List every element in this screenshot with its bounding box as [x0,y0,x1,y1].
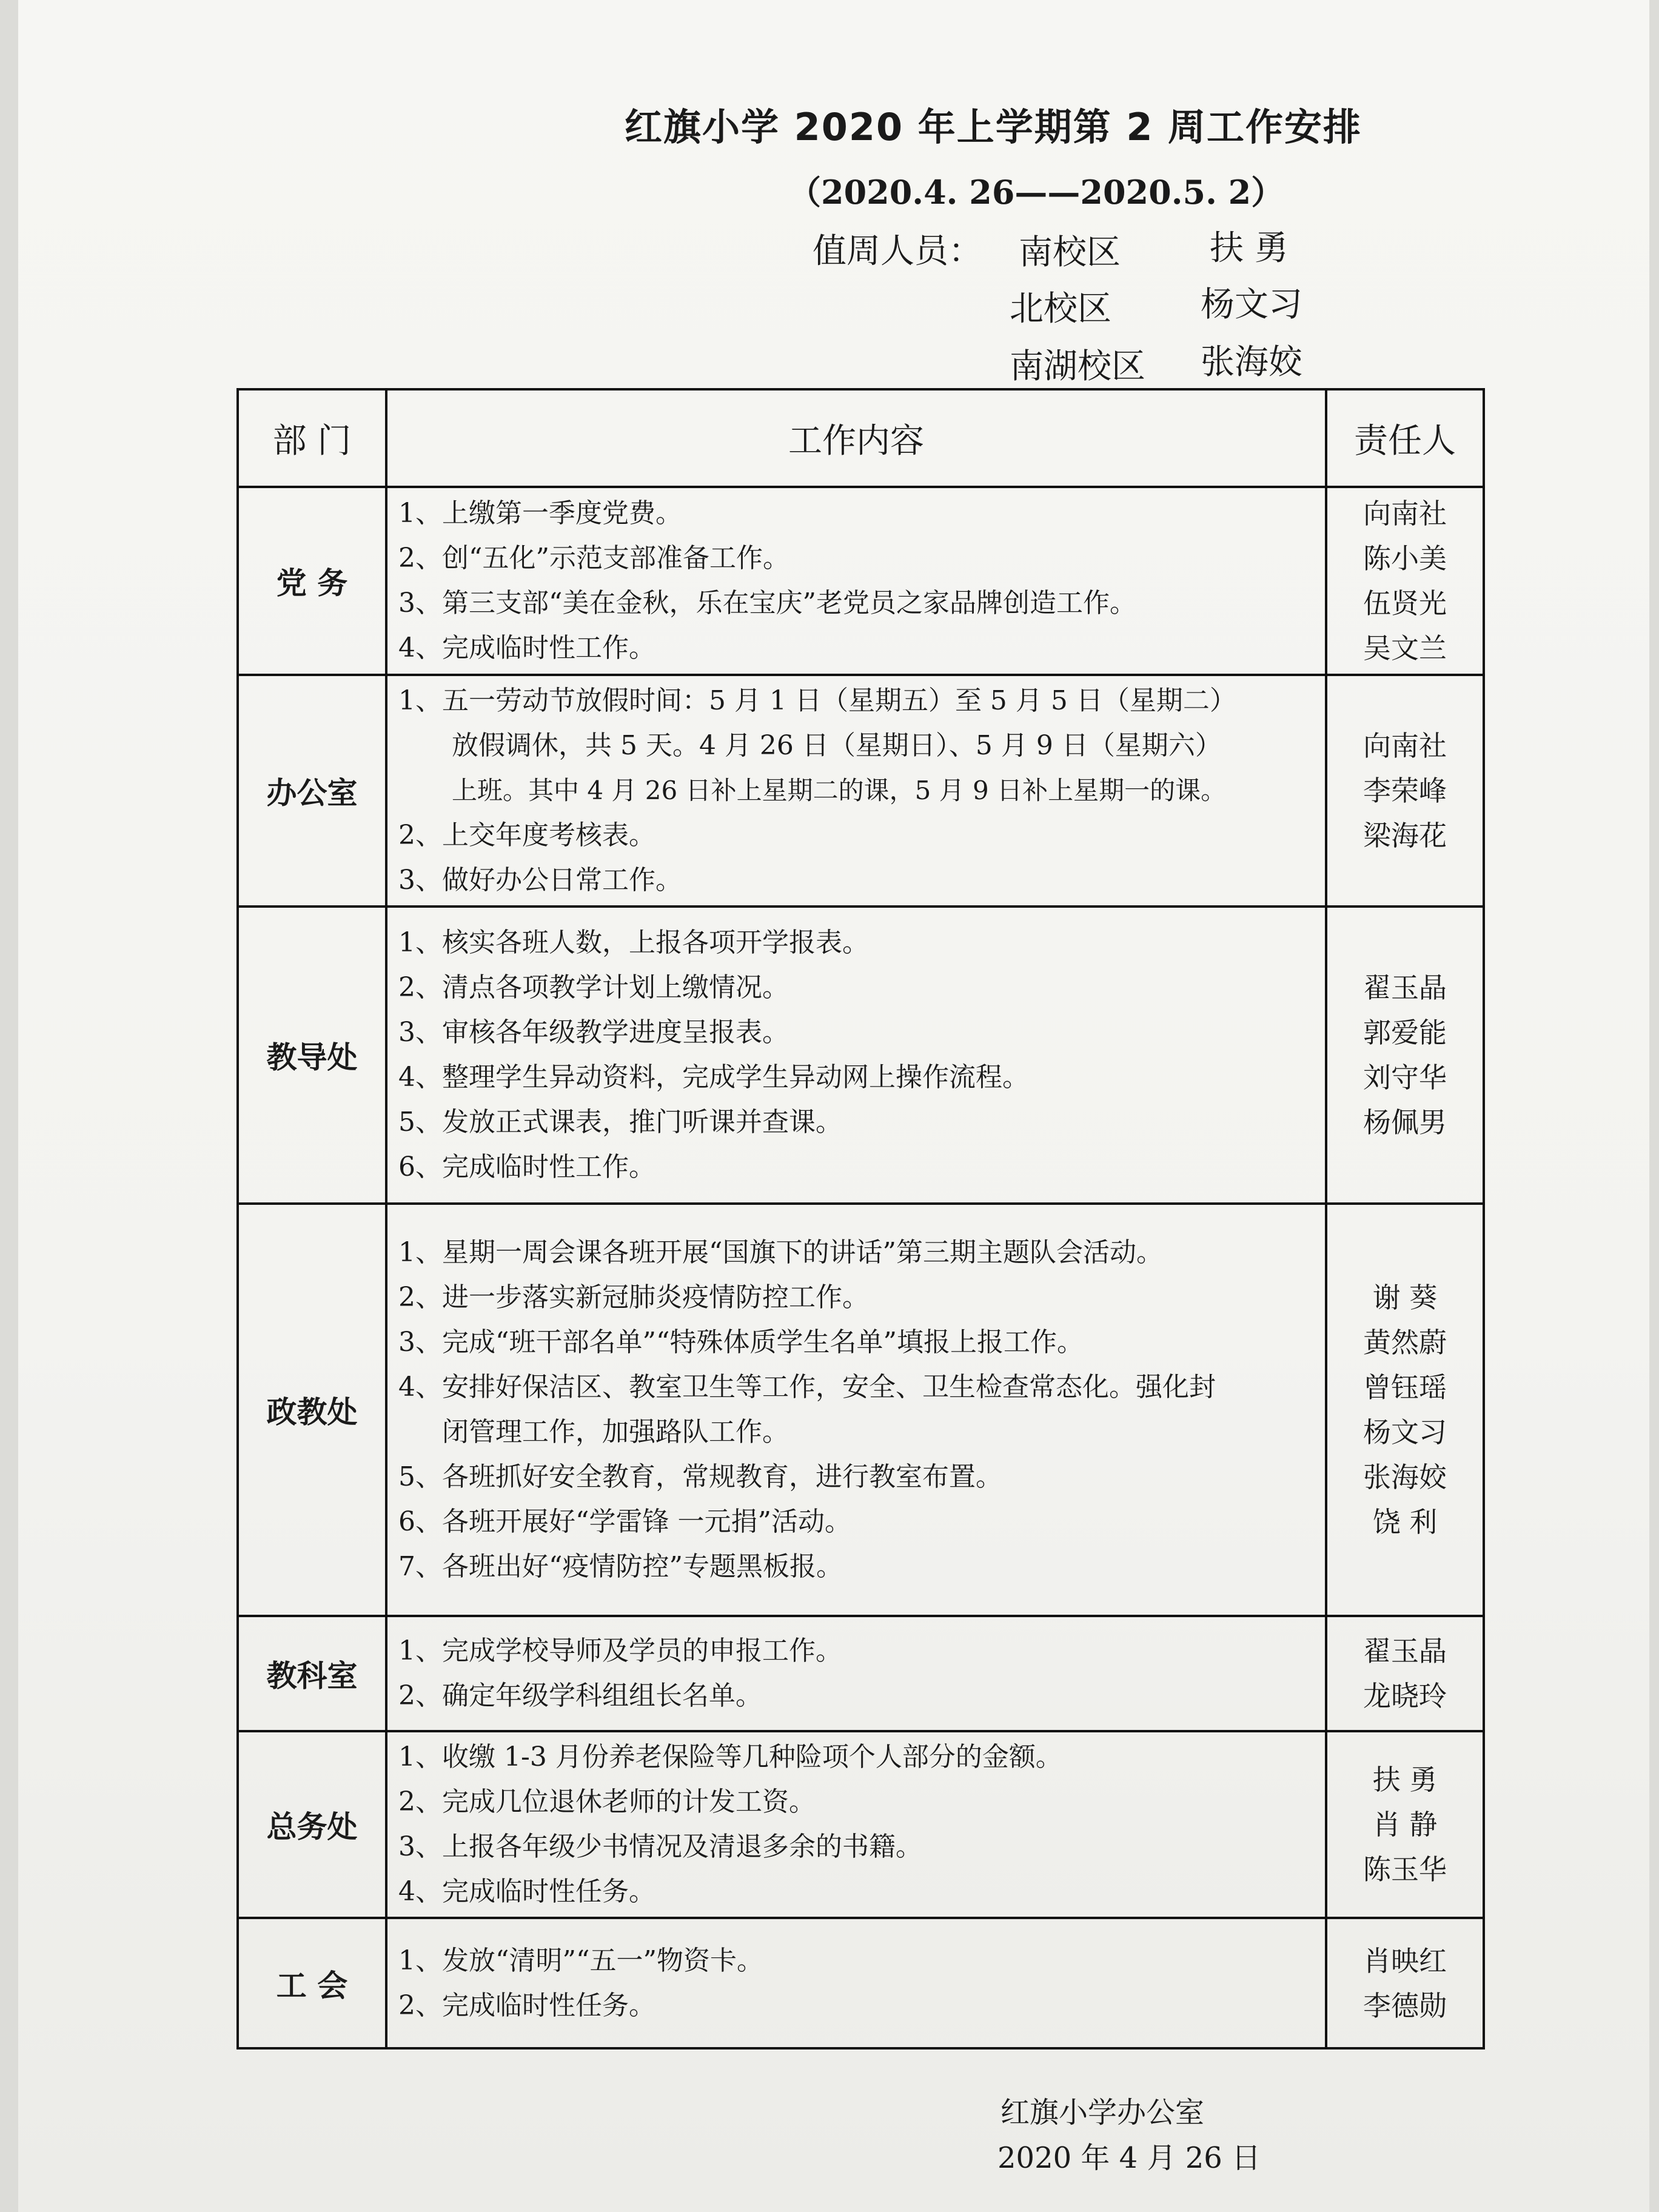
work-item: 2、上交年度考核表。 [398,820,655,851]
dept-cell: 教导处 [238,907,386,1204]
header-work: 工作内容 [386,389,1326,487]
work-item: 7、各班出好“疫情防控”专题黑板报。 [398,1551,843,1582]
table-row [238,1204,1484,1616]
dept-cell: 教科室 [238,1616,386,1731]
work-item: 3、上报各年级少书情况及清退多余的书籍。 [398,1831,922,1862]
table-row [238,675,1484,907]
owner-name: 龙晓玲 [1363,1680,1447,1712]
owner-name: 杨文习 [1363,1416,1447,1449]
owner-name: 李德勋 [1363,1989,1447,2022]
owner-name: 向南社 [1363,729,1447,762]
work-item: 4、整理学生异动资料，完成学生异动网上操作流程。 [398,1062,1029,1093]
owner-cell [1326,907,1484,1204]
table-row [238,487,1484,675]
duty-person-nanhu: 张海姣 [1201,343,1302,382]
work-item: 1、星期一周会课各班开展“国旗下的讲话”第三期主题队会活动。 [398,1237,1163,1268]
work-cell [386,907,1326,1204]
dept-cell: 党 务 [238,487,386,675]
work-item-continued: 上班。其中 4 月 26 日补上星期二的课，5 月 9 日补上星期一的课。 [452,776,1227,805]
document-title: 红旗小学 2020 年上学期第 2 周工作安排 [625,105,1362,149]
owner-name: 谢 葵 [1372,1281,1438,1314]
duty-campus-north: 北校区 [1010,289,1111,329]
owner-name: 向南社 [1363,497,1447,530]
work-item: 2、进一步落实新冠肺炎疫情防控工作。 [398,1282,869,1313]
owner-cell [1326,1616,1484,1731]
work-item: 3、完成“班干部名单”“特殊体质学生名单”填报上报工作。 [398,1327,1084,1358]
work-item: 1、核实各班人数，上报各项开学报表。 [398,927,869,958]
duty-person-north: 杨文习 [1201,285,1302,324]
work-item-continued: 闭管理工作，加强路队工作。 [442,1416,789,1447]
owner-name: 郭爱能 [1363,1016,1447,1049]
owner-name: 扶 勇 [1372,1763,1438,1796]
owner-name: 李荣峰 [1363,774,1447,807]
dept-cell: 工 会 [238,1918,386,2048]
work-item: 2、完成临时性任务。 [398,1989,655,2021]
work-schedule-table [236,388,1485,2049]
work-cell [386,1616,1326,1731]
work-item: 2、确定年级学科组组长名单。 [398,1680,762,1711]
dept-cell: 办公室 [238,675,386,907]
work-cell [386,1918,1326,2048]
owner-cell [1326,675,1484,907]
work-item: 3、第三支部“美在金秋，乐在宝庆”老党员之家品牌创造工作。 [398,588,1136,618]
footer-organization: 红旗小学办公室 [1000,2096,1205,2130]
owner-name: 肖 静 [1372,1808,1438,1841]
work-item: 6、完成临时性工作。 [398,1151,655,1182]
table-header-row [238,389,1484,487]
owner-name: 梁海花 [1363,819,1447,852]
table-row [238,1616,1484,1731]
dept-cell: 总务处 [238,1731,386,1918]
owner-name: 刘守华 [1363,1061,1447,1094]
owner-name: 吴文兰 [1363,632,1447,665]
table-row [238,907,1484,1204]
duty-label: 值周人员： [813,232,982,271]
owner-name: 翟玉晶 [1363,1635,1447,1667]
work-item: 2、完成几位退休老师的计发工资。 [398,1786,816,1817]
work-cell [386,1204,1326,1616]
work-item: 3、审核各年级教学进度呈报表。 [398,1017,789,1048]
work-item: 1、完成学校导师及学员的申报工作。 [398,1635,842,1666]
duty-person-south: 扶 勇 [1210,229,1289,268]
owner-name: 曾钰瑶 [1363,1371,1447,1404]
table-row [238,1918,1484,2048]
owner-cell [1326,1731,1484,1918]
paper-sheet [18,0,1649,2212]
owner-name: 杨佩男 [1363,1106,1447,1139]
work-item: 1、五一劳动节放假时间：5 月 1 日（星期五）至 5 月 5 日（星期二） [398,685,1236,716]
work-item: 1、上缴第一季度党费。 [398,498,682,529]
header-owner: 责任人 [1326,389,1484,487]
work-cell [386,1731,1326,1918]
owner-name: 饶 利 [1372,1506,1438,1538]
date-range: （2020.4. 26——2020.5. 2） [788,173,1284,212]
work-item: 1、发放“清明”“五一”物资卡。 [398,1945,763,1976]
owner-cell [1326,1204,1484,1616]
work-item: 4、安排好保洁区、教室卫生等工作，安全、卫生检查常态化。强化封 [398,1372,1216,1403]
owner-name: 翟玉晶 [1363,971,1447,1004]
duty-campus-nanhu: 南湖校区 [1010,347,1145,386]
header-dept: 部 门 [238,389,386,487]
work-item: 5、发放正式课表，推门听课并查课。 [398,1107,842,1138]
work-item: 5、各班抓好安全教育，常规教育，进行教室布置。 [398,1461,1002,1492]
work-item-continued: 放假调休，共 5 天。4 月 26 日（星期日）、5 月 9 日（星期六） [452,730,1222,761]
work-item: 1、收缴 1-3 月份养老保险等几种险项个人部分的金额。 [398,1741,1062,1772]
owner-name: 伍贤光 [1363,587,1447,620]
table-row [238,1731,1484,1918]
work-item: 4、完成临时性任务。 [398,1876,655,1907]
owner-name: 张海姣 [1363,1461,1447,1493]
duty-campus-south: 南校区 [1019,233,1121,272]
work-item: 2、清点各项教学计划上缴情况。 [398,972,789,1003]
owner-name: 肖映红 [1363,1944,1447,1977]
work-item: 3、做好办公日常工作。 [398,865,682,896]
owner-cell [1326,1918,1484,2048]
work-item: 2、创“五化”示范支部准备工作。 [398,543,789,574]
owner-cell [1326,487,1484,675]
owner-name: 陈玉华 [1363,1853,1447,1886]
footer-date: 2020 年 4 月 26 日 [997,2141,1261,2175]
owner-name: 陈小美 [1363,542,1447,575]
work-item: 6、各班开展好“学雷锋 一元捐”活动。 [398,1506,851,1537]
work-item: 4、完成临时性工作。 [398,632,655,663]
dept-cell: 政教处 [238,1204,386,1616]
work-cell [386,675,1326,907]
owner-name: 黄然蔚 [1363,1326,1447,1359]
work-cell [386,487,1326,675]
